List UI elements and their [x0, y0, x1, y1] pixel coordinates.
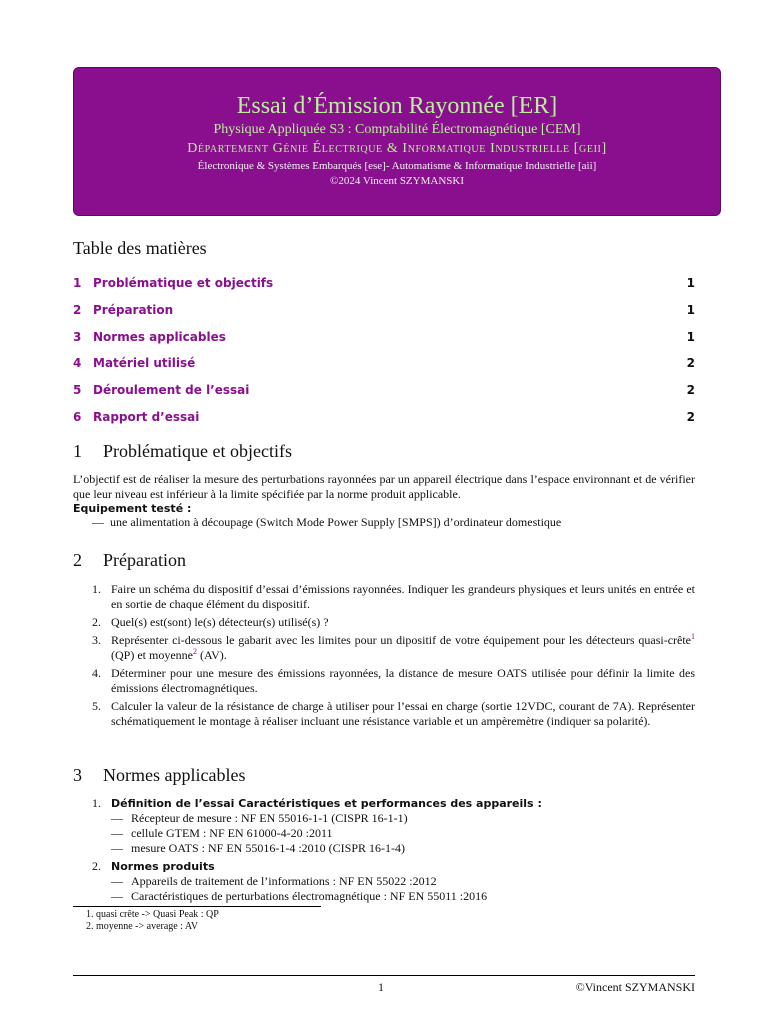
- list-text: Déterminer pour une mesure des émissions rayonnées, la distance de mesure OATS utilisée pour définir la limite des émissions électromagnétiques.: [111, 666, 695, 695]
- toc-item-3[interactable]: [73, 323, 695, 350]
- document-title: Essai d’Émission Rayonnée [ER]: [236, 93, 558, 119]
- sub-list-item: — mesure OATS : NF EN 55016-1-4 :2010 (CISPR 16-1-4): [111, 841, 695, 856]
- list-text: Calculer la valeur de la résistance de charge à utiliser pour l’essai en charge (sortie 12VDC, courant de 7A). Représenter schématiquement le montage à réaliser incluant une résistance variable et un ampèremètre (indiquer sa polarité).: [111, 699, 695, 728]
- toc-item-link[interactable]: Préparation: [93, 303, 174, 318]
- table-of-contents: [73, 270, 695, 430]
- footnote-1: 1. quasi crête -> Quasi Peak : QP: [86, 909, 219, 920]
- toc-item-number: 6: [73, 409, 82, 424]
- department-line: Département Génie Électrique & Informatique Industrielle [geii]: [187, 141, 607, 156]
- footer-divider: [73, 975, 695, 976]
- toc-item-link[interactable]: Déroulement de l’essai: [93, 383, 250, 398]
- section-number: 3: [73, 765, 82, 785]
- list-number: 3.: [92, 633, 101, 647]
- toc-item-link[interactable]: Matériel utilisé: [93, 356, 196, 371]
- section-title: Normes applicables: [103, 765, 246, 785]
- sub-list-item: — Caractéristiques de perturbations électromagnétique : NF EN 55011 :2016: [111, 889, 695, 904]
- standards-list: [92, 796, 695, 907]
- toc-item-number: 5: [73, 383, 82, 398]
- section-1-heading: [73, 441, 292, 462]
- list-number: 1.: [92, 582, 101, 596]
- toc-item-page: 1: [686, 276, 695, 291]
- title-banner: [73, 67, 721, 216]
- footnote-2: 2. moyenne -> average : AV: [86, 921, 199, 932]
- section-title: Problématique et objectifs: [103, 441, 292, 461]
- list-item: [92, 859, 695, 904]
- list-text: (QP) et moyenne: [111, 648, 193, 662]
- toc-item-page: 1: [686, 303, 695, 318]
- list-number: 4.: [92, 666, 101, 680]
- document-subtitle: Physique Appliquée S3 : Comptabilité Électromagnétique [CEM]: [213, 122, 581, 137]
- list-item: [92, 582, 695, 612]
- section-title: Préparation: [103, 550, 186, 570]
- toc-item-link[interactable]: Problématique et objectifs: [93, 276, 274, 291]
- list-item: [92, 666, 695, 696]
- list-text: (AV).: [196, 648, 227, 662]
- toc-item-1[interactable]: [73, 270, 695, 297]
- section-number: 1: [73, 441, 82, 461]
- footnote-ref-2[interactable]: 2: [192, 647, 197, 656]
- toc-item-link[interactable]: Normes applicables: [93, 329, 226, 344]
- toc-item-page: 1: [686, 329, 695, 344]
- list-number: 5.: [92, 699, 101, 713]
- list-number: 2.: [92, 859, 101, 873]
- toc-item-link[interactable]: Rapport d’essai: [93, 409, 200, 424]
- sub-list-item: — Récepteur de mesure : NF EN 55016-1-1 (CISPR 16-1-1): [111, 811, 695, 826]
- list-number: 1.: [92, 796, 101, 810]
- sub-list-item: — cellule GTEM : NF EN 61000-4-20 :2011: [111, 826, 695, 841]
- page-number: 1: [378, 980, 384, 994]
- list-item: [92, 615, 695, 630]
- toc-item-page: 2: [686, 383, 695, 398]
- toc-item-number: 3: [73, 329, 82, 344]
- section-1-paragraph: L’objectif est de réaliser la mesure des perturbations rayonnées par un appareil électrique dans l’espace environnant et de vérifier que leur niveau est inférieur à la limite spécifiée par la norme produit applicable.: [73, 472, 695, 501]
- sub-list-item: — Appareils de traitement de l’informations : NF EN 55022 :2012: [111, 874, 695, 889]
- section-2-heading: [73, 550, 186, 571]
- list-heading: Définition de l’essai Caractéristiques et performances des appareils :: [111, 797, 542, 810]
- toc-item-page: 2: [686, 356, 695, 371]
- footnote-divider: [73, 906, 321, 907]
- banner-copyright: ©2024 Vincent SZYMANSKI: [330, 175, 464, 187]
- equipment-label: Equipement testé :: [73, 502, 192, 515]
- section-3-heading: [73, 765, 245, 786]
- toc-item-number: 2: [73, 303, 82, 318]
- list-number: 2.: [92, 615, 101, 629]
- list-text: Représenter ci-dessous le gabarit avec les limites pour un dipositif de votre équipement pour les détecteurs quasi-crête: [111, 633, 691, 647]
- sub-list: [111, 874, 695, 904]
- toc-item-number: 4: [73, 356, 82, 371]
- sub-list: [111, 811, 695, 856]
- programs-line: Électronique & Systèmes Embarqués [ese]- Automatisme & Informatique Industrielle [aii]: [197, 160, 597, 172]
- list-text: Quel(s) est(sont) le(s) détecteur(s) utilisé(s) ?: [111, 615, 329, 629]
- footnote-ref-1[interactable]: 1: [691, 632, 695, 641]
- section-number: 2: [73, 550, 82, 570]
- equipment-text: une alimentation à découpage (Switch Mode Power Supply [SMPS]) d’ordinateur domestique: [110, 515, 562, 529]
- toc-item-6[interactable]: [73, 403, 695, 430]
- list-item: [92, 699, 695, 729]
- equipment-item: — une alimentation à découpage (Switch Mode Power Supply [SMPS]) d’ordinateur domestique: [92, 515, 562, 529]
- toc-item-4[interactable]: [73, 350, 695, 377]
- list-text: Faire un schéma du dispositif d’essai d’émissions rayonnées. Indiquer les grandeurs physiques et leurs unités en entrée et en sortie de chaque élément du dispositif.: [111, 582, 695, 611]
- toc-item-page: 2: [686, 409, 695, 424]
- toc-item-number: 1: [73, 276, 82, 291]
- footer-copyright: ©Vincent SZYMANSKI: [575, 980, 695, 994]
- toc-title: Table des matières: [73, 238, 207, 258]
- list-heading: Normes produits: [111, 860, 215, 873]
- toc-item-5[interactable]: [73, 377, 695, 404]
- toc-item-2[interactable]: [73, 297, 695, 324]
- list-item: [92, 796, 695, 856]
- preparation-list: [92, 582, 695, 732]
- list-item: [92, 633, 695, 663]
